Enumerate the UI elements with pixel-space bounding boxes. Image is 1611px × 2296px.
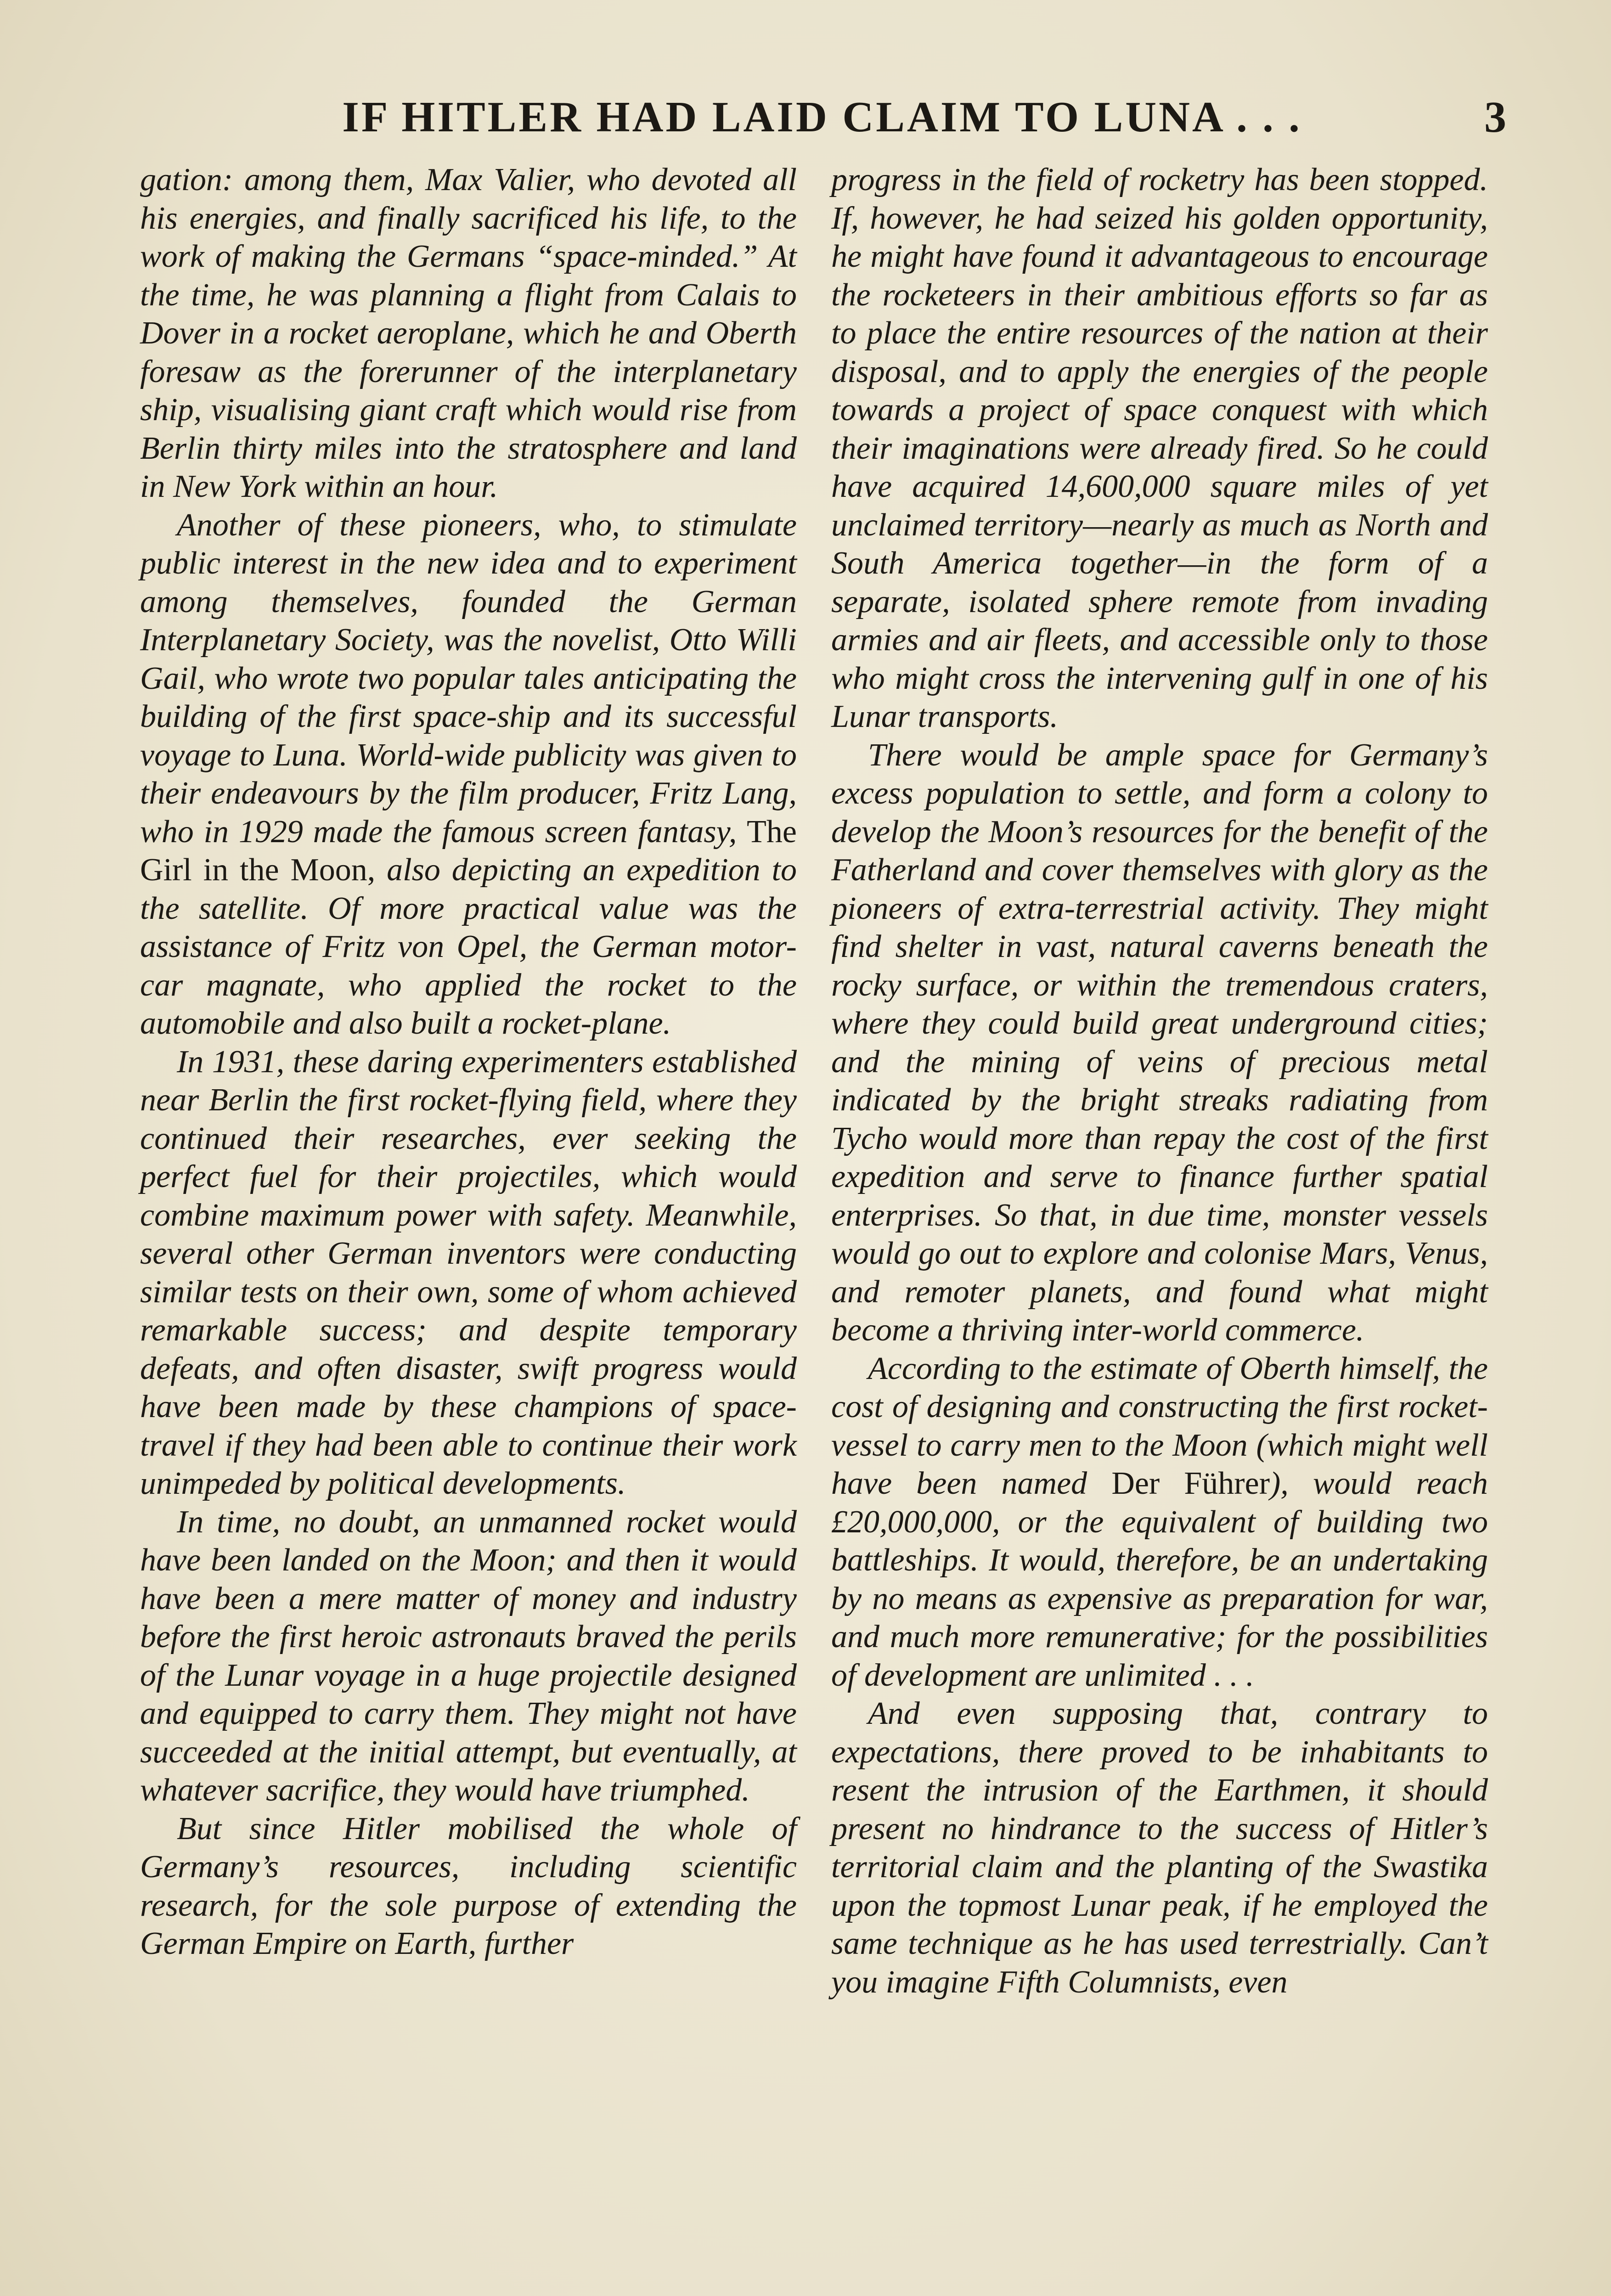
- page-number: 3: [1484, 92, 1506, 141]
- running-title: IF HITLER HAD LAID CLAIM TO LUNA . . .: [342, 93, 1302, 141]
- page-header: [138, 87, 1506, 152]
- paragraph: In time, no doubt, an unmanned rocket would have been landed on the Moon; and then it would have been a mere matter of money and industry before the first heroic astronauts braved the perils of the Lunar voyage in a huge projectile designed and equipped to carry them. They might not have succeeded at the initial attempt, but eventually, at whatever sacrifice, they would have triumphed.: [140, 1504, 797, 1808]
- paragraph-text: also depicting an expedition to the satellite. Of more practical value was the assistance of Fritz von Opel, the German motor-car magnate, who applied the rocket to the automobile and also built a rocket-plane.: [140, 852, 797, 1041]
- paragraph: There would be ample space for Germany’s excess population to settle, and form a colony to develop the Moon’s resources for the benefit of the Fatherland and cover themselves with glory as the pioneers of extra-terrestrial activity. They might find shelter in vast, natural caverns beneath the rocky surface, or within the tremendous craters, where they could build great underground cities; and the mining of veins of precious metal indicated by the bright streaks radiating from Tycho would more than repay the cost of the first expedition and serve to finance further spatial enterprises. So that, in due time, monster vessels would go out to explore and colonise Mars, Venus, and remoter planets, and found what might become a thriving inter-world commerce.: [831, 737, 1488, 1348]
- paragraph-text: ), would reach £20,000,000, or the equivalent of building two battleships. It would, therefore, be an undertaking by no means as expensive as preparation for war, and much more remunerative; for the possibilities of development are unlimited . . .: [831, 1466, 1488, 1693]
- paragraph: [831, 1350, 1488, 1695]
- paragraph: And even supposing that, contrary to expectations, there proved to be inhabitants to resent the intrusion of the Earthmen, it should present no hindrance to the success of Hitler’s territorial claim and the planting of the Swastika upon the topmost Lunar peak, if he employed the same technique as he has used terrestrially. Can’t you imagine Fifth Columnists, even: [831, 1696, 1488, 2000]
- paragraph: gation: among them, Max Valier, who devoted all his energies, and finally sacrificed his life, to the work of making the Germans “space-minded.” At the time, he was planning a flight from Calais to Dover in a rocket aeroplane, which he and Oberth foresaw as the forerunner of the interplanetary ship, visualising giant craft which would rise from Berlin thirty miles into the stratosphere and land in New York within an hour.: [140, 162, 797, 504]
- ship-name: Der Führer: [1111, 1466, 1270, 1501]
- paragraph: In 1931, these daring experimenters established near Berlin the first rocket-flying field, where they continued their researches, ever seeking the perfect fuel for their projectiles, which would combine maximum power with safety. Meanwhile, several other German inventors were conducting similar tests on their own, some of whom achieved remarkable success; and despite temporary defeats, and often disaster, swift progress would have been made by these champions of space-travel if they had been able to continue their work unimpeded by political developments.: [140, 1044, 797, 1501]
- paragraph-text: Another of these pioneers, who, to stimulate public interest in the new idea and to experiment among themselves, founded the German Interplanetary Society, was the novelist, Otto Willi Gail, who wrote two popular tales anticipating the building of the first space-ship and its successful voyage to Luna. World-wide publicity was given to their endeavours by the film producer, Fritz Lang, who in 1929 made the famous screen fantasy,: [140, 507, 797, 850]
- paragraph: [140, 506, 797, 1043]
- film-title: The Girl in the Moon,: [140, 814, 797, 888]
- left-column: [140, 161, 797, 1963]
- paragraph: But since Hitler mobilised the whole of Germany’s resources, including scientific research, for the sole purpose of extending the German Empire on Earth, further: [140, 1811, 797, 1961]
- paragraph: progress in the field of rocketry has been stopped. If, however, he had seized his golden opportunity, he might have found it advantageous to encourage the rocketeers in their ambitious efforts so far as to place the entire resources of the nation at their disposal, and to apply the energies of the people towards a project of space conquest with which their imaginations were already fired. So he could have acquired 14,600,000 square miles of yet unclaimed territory—nearly as much as North and South America together—in the form of a separate, isolated sphere remote from invading armies and air fleets, and accessible only to those who might cross the intervening gulf in one of his Lunar transports.: [831, 162, 1488, 734]
- right-column: [831, 161, 1488, 2001]
- paragraph-text: According to the estimate of Oberth himself, the cost of designing and constructing the first rocket-vessel to carry men to the Moon (which might well have been named: [831, 1351, 1488, 1501]
